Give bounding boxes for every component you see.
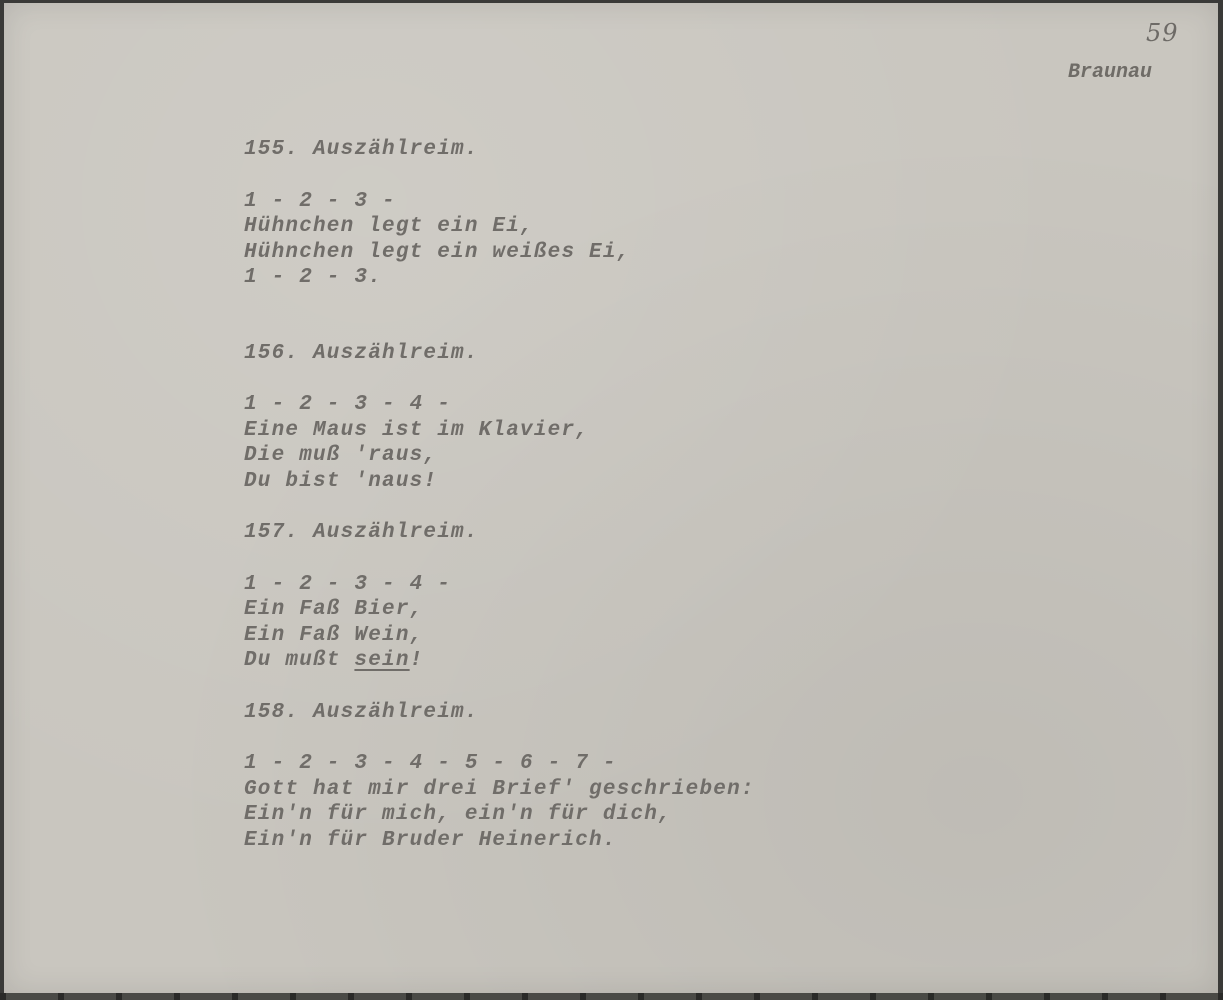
verse-line: Ein'n für Bruder Heinerich. [244,828,617,852]
location-label: Braunau [1068,61,1153,84]
rhyme-list [244,137,755,853]
verse-line: Ein Faß Wein, [244,623,424,647]
verse-line: Gott hat mir drei Brief' geschrieben: [244,777,755,801]
verse-line: 1 - 2 - 3 - 4 - [244,393,452,416]
verse-line: 1 - 2 - 3. [244,266,383,289]
verse-line: 1 - 2 - 3 - 4 - 5 - 6 - 7 - [244,752,617,775]
rhyme-entry-158 [244,700,755,854]
verse-text: Du mußt [244,649,355,672]
document-page [4,3,1218,993]
verse-line: Ein Faß Bier, [244,598,424,621]
verse-line: Ein'n für mich, ein'n für dich, [244,803,672,826]
rhyme-title: 156. Auszählreim. [244,341,479,365]
verse-line [244,648,755,674]
scan-bottom-edge [0,993,1223,1000]
page-number: 59 [1146,19,1179,47]
verse-line: 1 - 2 - 3 - 4 - [244,572,452,596]
rhyme-entry-155 [244,137,755,291]
verse-line: Du bist 'naus! [244,469,438,493]
verse-line: Hühnchen legt ein weißes Ei, [244,240,631,264]
verse-text: ! [409,649,424,672]
verse-line: Eine Maus ist im Klavier, [244,418,590,442]
rhyme-title: 158. Auszählreim. [244,700,479,724]
rhyme-entry-157 [244,520,755,674]
rhyme-title: 157. Auszählreim. [244,521,479,544]
rhyme-entry-156 [244,341,755,495]
verse-line: Hühnchen legt ein Ei, [244,215,534,238]
underlined-word: sein [354,649,410,672]
verse-line: Die muß 'raus, [244,444,438,467]
verse-line: 1 - 2 - 3 - [244,189,396,213]
rhyme-title: 155. Auszählreim. [244,138,479,161]
